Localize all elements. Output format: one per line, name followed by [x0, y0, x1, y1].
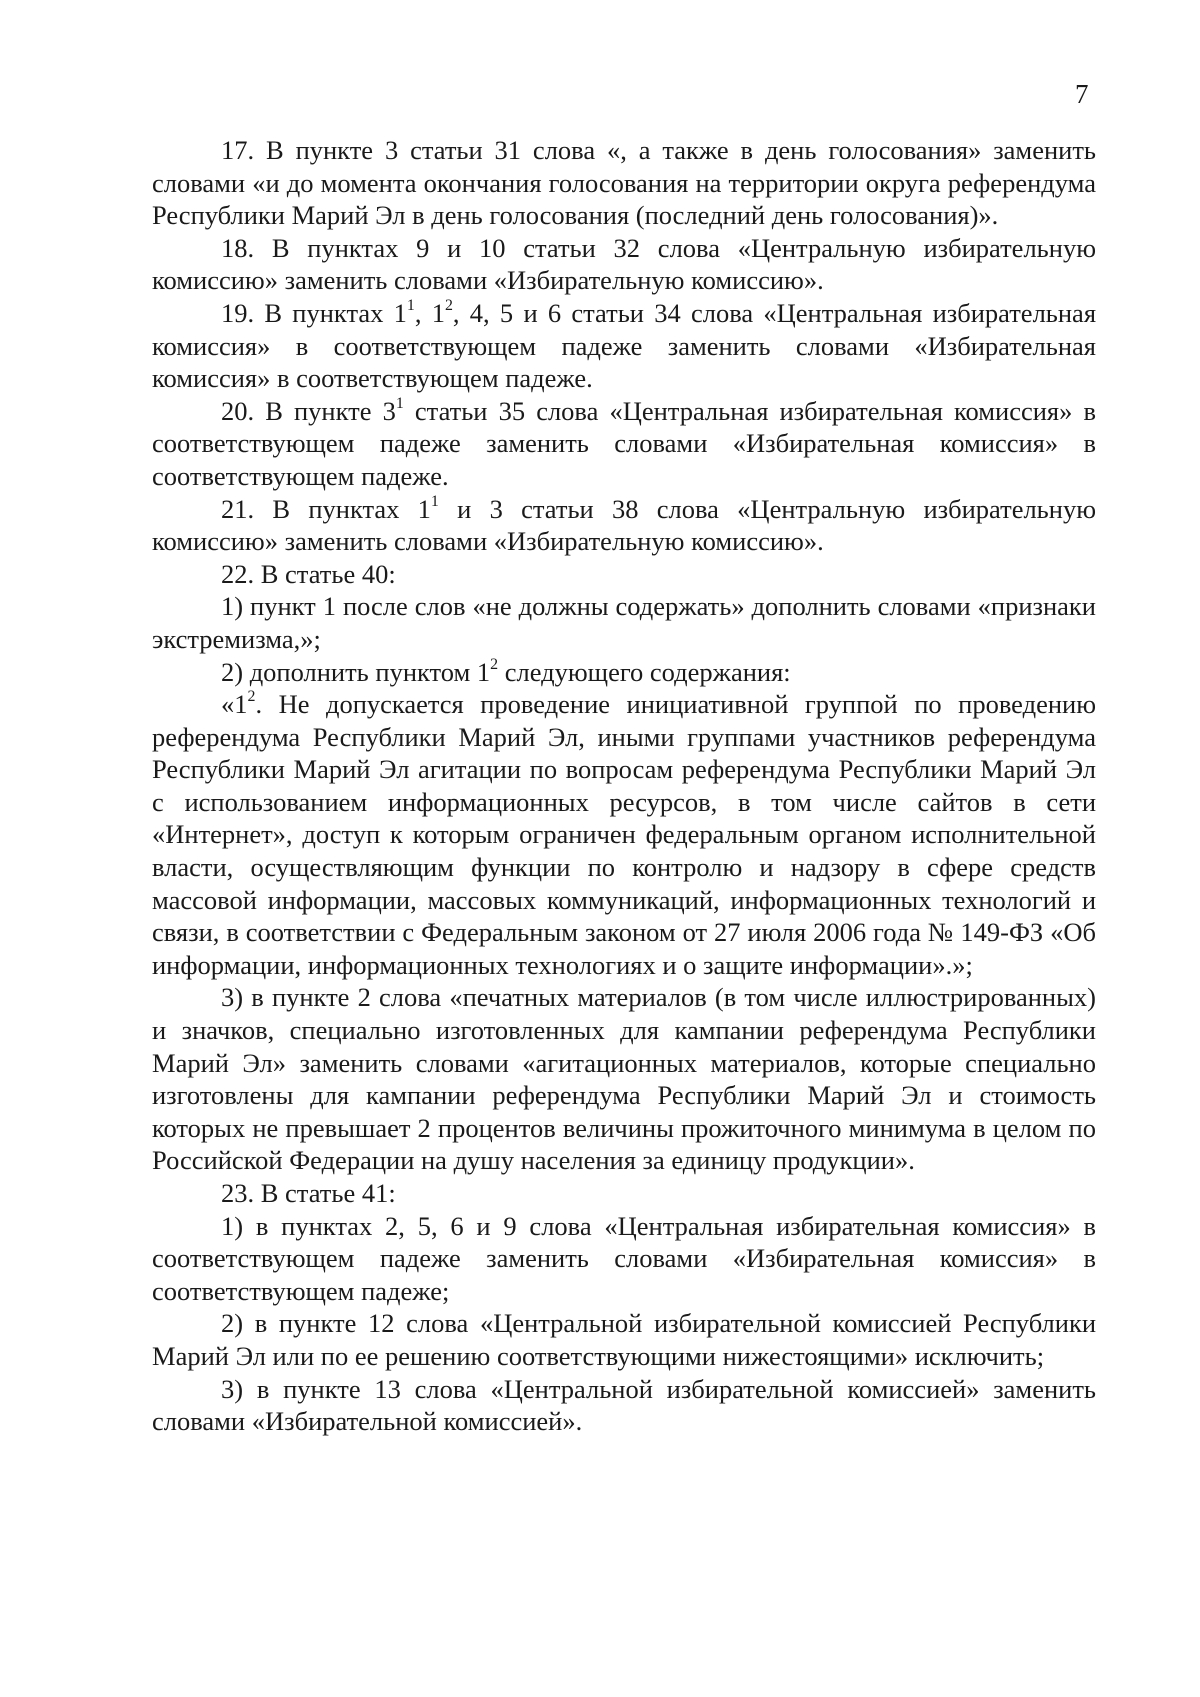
text-run: «1 — [221, 689, 248, 720]
superscript: 2 — [490, 655, 499, 673]
paragraph-p18 — [152, 232, 1096, 297]
paragraph-p22-3 — [152, 981, 1096, 1177]
text-run: 20. В пункте 3 — [221, 395, 396, 426]
text-run: следующего содержания: — [498, 656, 791, 687]
text-run: 2) в пункте 12 слова «Центральной избирательной комиссией Республики Марий Эл или по ее решению соответствующими нижестоящими» исключить; — [152, 1308, 1096, 1371]
superscript: 1 — [406, 297, 415, 315]
paragraph-p20 — [152, 395, 1096, 493]
text-run: , 4, 5 и 6 статьи 34 слова «Центральная избирательная комиссия» в соответствующем падеже заменить словами «Избирательная комиссия» в соответствующем падеже. — [152, 297, 1097, 394]
text-run: 23. В статье 41: — [221, 1178, 396, 1208]
text-run: 17. В пункте 3 статьи 31 слова «, а также в день голосования» заменить словами «и до момента окончания голосования на территории округа референдума Республики Марий Эл в день голосования (последний день голосования)». — [152, 135, 1096, 231]
page-number: 7 — [1075, 79, 1089, 109]
paragraph-p22-1 — [152, 590, 1096, 655]
document-body — [152, 134, 1096, 1438]
superscript: 1 — [430, 492, 439, 510]
paragraph-p23 — [152, 1177, 1096, 1210]
text-run: 2) дополнить пунктом 1 — [221, 656, 491, 687]
superscript: 2 — [247, 688, 256, 706]
text-run: статьи 35 слова «Центральная избирательная комиссия» в соответствующем падеже заменить словами «Избирательная комиссия» в соответствующем падеже. — [152, 395, 1096, 491]
text-run: . Не допускается проведение инициативной группой по проведению референдума Республики Марий Эл, иными группами участников референдума Республики Марий Эл агитации по вопросам референдума Республики Марий Эл с использованием информационных ресурсов, в том числе сайтов в сети «Интернет», доступ к которым ограничен федеральным органом исполнительной власти, осуществляющим функции по контролю и надзору в сфере средств массовой информации, массовых коммуникаций, информационных технологий и связи, в соответствии с Федеральным законом от 27 июля 2006 года № 149-ФЗ «Об информации, информационных технологиях и о защите информации».»; — [152, 689, 1096, 980]
superscript: 2 — [444, 297, 453, 315]
text-run: 22. В статье 40: — [221, 558, 396, 589]
text-run: и 3 статьи 38 слова «Центральную избирательную комиссию» заменить словами «Избирательную комиссию». — [152, 493, 1096, 557]
text-run: 21. В пунктах 1 — [221, 493, 431, 524]
paragraph-p23-1 — [152, 1210, 1096, 1308]
paragraph-p22-2-text — [152, 688, 1096, 981]
paragraph-p17 — [152, 134, 1096, 232]
superscript: 1 — [395, 394, 404, 412]
text-run: 1) в пунктах 2, 5, 6 и 9 слова «Центральная избирательная комиссия» в соответствующем падеже заменить словами «Избирательная комиссия» в соответствующем падеже; — [152, 1210, 1096, 1306]
text-run: , 1 — [414, 297, 445, 328]
text-run: 18. В пунктах 9 и 10 статьи 32 слова «Центральную избирательную комиссию» заменить словами «Избирательную комиссию». — [152, 232, 1096, 296]
text-run: 19. В пунктах 1 — [221, 297, 407, 328]
paragraph-p21 — [152, 493, 1096, 558]
text-run: 3) в пункте 2 слова «печатных материалов (в том числе иллюстрированных) и значков, специально изготовленных для кампании референдума Республики Марий Эл» заменить словами «агитационных материалов, которые специально изготовлены для кампании референдума Республики Марий Эл и стоимость которых не превышает 2 процентов величины прожиточного минимума в целом по Российской Федерации на душу населения за единицу продукции». — [152, 982, 1096, 1176]
paragraph-p23-3 — [152, 1373, 1096, 1438]
paragraph-p22-2 — [152, 656, 1096, 689]
paragraph-p23-2 — [152, 1307, 1096, 1372]
paragraph-p22 — [152, 558, 1096, 591]
text-run: 1) пункт 1 после слов «не должны содержать» дополнить словами «признаки экстремизма,»; — [152, 591, 1096, 654]
paragraph-p19 — [152, 297, 1096, 395]
text-run: 3) в пункте 13 слова «Центральной избирательной комиссией» заменить словами «Избирательной комиссией». — [152, 1373, 1096, 1437]
